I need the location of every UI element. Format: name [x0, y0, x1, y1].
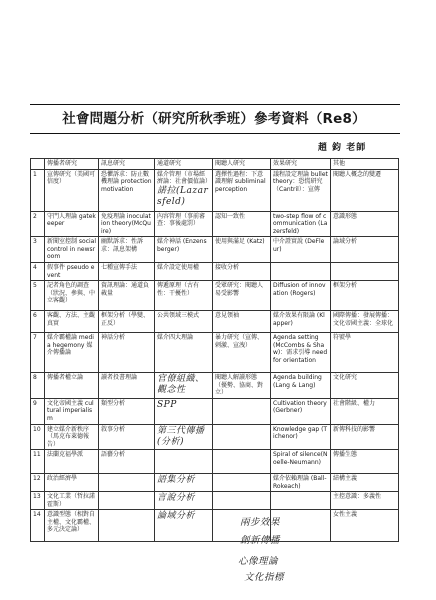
- cell-text: 內容管理（事前審查：事後處罰）: [157, 212, 206, 227]
- table-row: [31, 311, 399, 333]
- table-cell: [213, 237, 271, 263]
- cell-text: 女性主義: [333, 511, 358, 518]
- table-cell: [99, 424, 155, 450]
- table-cell: [213, 450, 271, 474]
- cell-text: 12: [33, 475, 41, 482]
- cell-text: 假事件 pseudo event: [47, 264, 95, 279]
- table-cell: [271, 424, 331, 450]
- table-cell: [213, 474, 271, 492]
- table-cell: [45, 510, 99, 542]
- table-cell: [99, 398, 155, 424]
- table-row: [31, 169, 399, 211]
- table-cell: [45, 474, 99, 492]
- handwritten-note: 創新傳播: [240, 535, 281, 546]
- cell-text: 敘事分析: [101, 425, 126, 433]
- cell-text: 神話分析: [101, 334, 126, 341]
- table-cell: [45, 398, 99, 424]
- table-cell: [213, 424, 271, 450]
- header-cell: 通道研究: [155, 159, 213, 170]
- table-cell: [155, 424, 213, 450]
- cell-text: 10: [33, 425, 41, 433]
- cell-text: 框架分析: [333, 282, 358, 289]
- cell-text: 3: [33, 238, 37, 245]
- cell-text: 文化工業（哲拉諾霍斯）: [47, 493, 96, 508]
- table-cell: [45, 169, 99, 211]
- handwritten-note: 心像理論: [238, 556, 279, 567]
- table-cell: [155, 450, 213, 474]
- cell-text: 13: [33, 493, 41, 500]
- cell-text: 讀者投書理論: [101, 374, 138, 381]
- cell-text: 7: [33, 334, 37, 341]
- cell-text: 1: [33, 170, 37, 178]
- table-cell: [271, 450, 331, 474]
- table-cell: [99, 237, 155, 263]
- table-cell: [45, 424, 99, 450]
- table-cell: [45, 311, 99, 333]
- cell-text: 11: [33, 451, 41, 458]
- table-cell: [331, 492, 399, 510]
- header-cell: 其他: [331, 159, 399, 170]
- reference-table: [30, 158, 399, 542]
- table-cell: [99, 263, 155, 281]
- table-cell: [271, 263, 331, 281]
- table-cell: [331, 424, 399, 450]
- table-cell: [45, 281, 99, 311]
- table-cell: [45, 373, 99, 399]
- cell-text: 媒介依賴理論 (Ball-Rokeach): [273, 475, 327, 490]
- table-cell: [331, 373, 399, 399]
- cell-text: 宣傳研究（美國可信度）: [47, 170, 96, 185]
- table-cell: [271, 281, 331, 311]
- cell-text: 結構主義: [333, 475, 358, 482]
- cell-text: 媒介神話 (Enzensberger): [157, 238, 207, 253]
- table-cell: [99, 510, 155, 542]
- row-number-cell: [31, 311, 45, 333]
- cell-text: 意見領袖: [215, 312, 240, 319]
- table-cell: [155, 263, 213, 281]
- header-cell: 訊息研究: [99, 159, 155, 170]
- cell-text: 客觀、方法、主觀真實: [47, 312, 96, 327]
- table-cell: [331, 263, 399, 281]
- table-cell: [271, 237, 331, 263]
- cell-text: 受眾研究：閱聽人易受影響: [215, 282, 264, 297]
- table-row: [31, 492, 399, 510]
- cell-text: 資訊理論：通道負載量: [101, 282, 150, 297]
- cell-text: 記者角色的調查（狀況、參與、中立客觀）: [47, 282, 96, 304]
- table-row: [31, 333, 399, 373]
- table-cell: [213, 333, 271, 373]
- document-title: 社會問題分析（研究所秋季班）參考資料（Re8）: [62, 111, 366, 127]
- row-number-cell: [31, 492, 45, 510]
- table-cell: [45, 450, 99, 474]
- table-row: [31, 450, 399, 474]
- table-cell: [45, 211, 99, 237]
- cell-text: 類型分析: [101, 399, 126, 407]
- cell-text: 認知一致性: [215, 212, 246, 220]
- table-cell: [45, 263, 99, 281]
- cell-text: 媒介四大理論: [157, 334, 194, 341]
- table-cell: [99, 373, 155, 399]
- author-name: 趙 鈞 老師: [318, 143, 367, 153]
- row-number-cell: [31, 398, 45, 424]
- cell-text: Spiral of silence(Noelle-Neumann): [273, 451, 328, 466]
- cell-text: 4: [33, 264, 37, 271]
- table-cell: [99, 169, 155, 211]
- row-number-cell: [31, 333, 45, 373]
- handwritten-note: 論域分析: [157, 511, 196, 521]
- table-cell: [45, 333, 99, 373]
- header-cell: 閱聽人研究: [213, 159, 271, 170]
- table-header-row: [31, 159, 399, 170]
- row-number-cell: [31, 237, 45, 263]
- cell-text: 選擇性過程：下意識理解 subliminal perception: [215, 170, 266, 193]
- cell-text: 傳播者權立論: [47, 374, 84, 381]
- cell-text: 暴力研究（宣傳、刺激、宣洩）: [215, 334, 264, 349]
- table-cell: [155, 311, 213, 333]
- cell-text: 幽默訴求：性訴求：訊息架構: [101, 238, 144, 253]
- cell-text: 建立媒介新秩序（馬克布萊德報告）: [47, 425, 90, 448]
- table-cell: [155, 398, 213, 424]
- cell-text: 媒介設定使用權: [157, 264, 200, 271]
- cell-text: 免疫理論 inoculation theory(McQuire): [101, 212, 151, 235]
- table-cell: [213, 263, 271, 281]
- row-number-cell: [31, 450, 45, 474]
- table-cell: [45, 492, 99, 510]
- handwritten-note: SPP: [157, 399, 177, 410]
- cell-text: 9: [33, 399, 37, 407]
- cell-text: 符號學: [333, 334, 352, 341]
- table-cell: [271, 333, 331, 373]
- row-number-cell: [31, 510, 45, 542]
- cell-text: 政治經濟學: [47, 475, 78, 482]
- table-row: [31, 474, 399, 492]
- table-cell: [155, 510, 213, 542]
- table-cell: [155, 373, 213, 399]
- cell-text: 社會階級、權力: [333, 399, 376, 407]
- table-cell: [213, 492, 271, 510]
- table-cell: [99, 281, 155, 311]
- cell-text: 新傳科技的影響: [333, 425, 376, 433]
- table-cell: [331, 169, 399, 211]
- cell-text: 文化研究: [333, 374, 358, 381]
- handwritten-note: 官僚組織、觀念性: [157, 374, 205, 396]
- header-cell: [31, 159, 45, 170]
- cell-text: two-step flow of communication (Lazersfeld): [273, 212, 328, 235]
- cell-text: 媒介霸權論 media hegemony 媒介傳播論: [47, 334, 94, 356]
- cell-text: 傳播生態: [333, 451, 358, 458]
- table-row: [31, 424, 399, 450]
- cell-text: 意識型態（相對自主權、文化霸權、多元決定論）: [47, 511, 96, 533]
- cell-text: 媒介效果有限論 (Klapper): [273, 312, 325, 327]
- table-cell: [213, 281, 271, 311]
- handwritten-note: 第三代傳播(分析): [157, 425, 205, 447]
- table-cell: [331, 398, 399, 424]
- table-cell: [99, 333, 155, 373]
- cell-text: 議程設定理論 bullet theory：恐慌研究（Cantril）：宣傳: [273, 170, 328, 193]
- table-cell: [155, 237, 213, 263]
- cell-text: 接收分析: [215, 264, 240, 271]
- table-cell: [271, 373, 331, 399]
- table-cell: [155, 211, 213, 237]
- cell-text: 閱聽人解讀形態（優勢、協商、對立）: [215, 374, 264, 396]
- cell-text: 七種宣傳手法: [101, 264, 138, 271]
- table-cell: [271, 311, 331, 333]
- cell-text: Diffusion of innovation (Rogers): [273, 282, 326, 297]
- table-cell: [331, 510, 399, 542]
- cell-text: 傳遞原理（古有性：干擾性）: [157, 282, 200, 297]
- table-cell: [271, 211, 331, 237]
- table-cell: [213, 398, 271, 424]
- cell-text: 語藝分析: [101, 451, 126, 458]
- table-row: [31, 510, 399, 542]
- cell-text: Agenda building (Lang & Lang): [273, 374, 322, 389]
- cell-text: Agenda setting (McCombs & Shaw)：需求引導 need for orientation: [273, 334, 328, 364]
- cell-text: 使用與滿足 (Katz): [215, 238, 265, 245]
- table-cell: [155, 333, 213, 373]
- row-number-cell: [31, 211, 45, 237]
- header-cell: 效果研究: [271, 159, 331, 170]
- table-row: [31, 398, 399, 424]
- cell-text: 6: [33, 312, 37, 319]
- table-cell: [331, 450, 399, 474]
- handwritten-note: 兩步效果: [240, 517, 281, 528]
- table-row: [31, 281, 399, 311]
- cell-text: 5: [33, 282, 37, 289]
- row-number-cell: [31, 424, 45, 450]
- table-cell: [155, 169, 213, 211]
- cell-text: Knowledge gap (Tichenor): [273, 425, 328, 440]
- cell-text: 媒介管理（市場經濟論：社會價值論）: [157, 170, 212, 185]
- cell-text: 法蘭克福學派: [47, 451, 84, 458]
- table-cell: [213, 311, 271, 333]
- title-top-rule: [30, 104, 400, 105]
- table-cell: [155, 474, 213, 492]
- table-cell: [271, 492, 331, 510]
- cell-text: 中介證實說 (DeFleur): [273, 238, 325, 253]
- table-cell: [331, 333, 399, 373]
- cell-text: 國際傳播：發展傳播：文化帝國主義：全球化: [333, 312, 394, 327]
- table-cell: [271, 474, 331, 492]
- cell-text: 框架分析（學變、正反）: [101, 312, 150, 327]
- table-cell: [331, 311, 399, 333]
- row-number-cell: [31, 474, 45, 492]
- cell-text: Cultivation theory (Gerbner): [273, 399, 327, 414]
- handwritten-note: 諾拉(Lazarsfeld): [157, 185, 209, 207]
- handwritten-note: 言說分析: [157, 493, 196, 503]
- cell-text: 新聞室控制 social control in newsroom: [47, 238, 97, 260]
- table-cell: [213, 373, 271, 399]
- cell-text: 2: [33, 212, 37, 220]
- handwritten-note: 語集分析: [157, 475, 196, 485]
- table-cell: [331, 237, 399, 263]
- table-row: [31, 211, 399, 237]
- row-number-cell: [31, 263, 45, 281]
- cell-text: 14: [33, 511, 41, 518]
- table-cell: [155, 492, 213, 510]
- cell-text: 論域分析: [333, 238, 358, 245]
- cell-text: 文化帝國主義 cultural imperialism: [47, 399, 94, 422]
- handwritten-note: 文化指標: [244, 572, 285, 583]
- table-cell: [213, 211, 271, 237]
- row-number-cell: [31, 169, 45, 211]
- table-cell: [99, 474, 155, 492]
- cell-text: 主控意識：多義性: [333, 493, 382, 500]
- table-cell: [99, 450, 155, 474]
- table-cell: [213, 169, 271, 211]
- row-number-cell: [31, 373, 45, 399]
- table-cell: [99, 211, 155, 237]
- table-cell: [271, 169, 331, 211]
- title-bottom-rule: [30, 133, 400, 134]
- cell-text: 閱聽人概念的變遷: [333, 170, 382, 178]
- table-cell: [271, 398, 331, 424]
- row-number-cell: [31, 281, 45, 311]
- table-cell: [331, 474, 399, 492]
- table-cell: [99, 492, 155, 510]
- table-cell: [331, 281, 399, 311]
- cell-text: 守門人理論 gatekeeper: [47, 212, 96, 227]
- table-row: [31, 373, 399, 399]
- table-cell: [99, 311, 155, 333]
- table-cell: [331, 211, 399, 237]
- cell-text: 恐懼訴求：防止數機理論 protection motivation: [101, 170, 152, 193]
- cell-text: 意識形態: [333, 212, 358, 220]
- table-cell: [155, 281, 213, 311]
- table-row: [31, 263, 399, 281]
- header-cell: 傳播者研究: [45, 159, 99, 170]
- cell-text: 8: [33, 374, 37, 381]
- cell-text: 公共領域三模式: [157, 312, 200, 319]
- table-row: [31, 237, 399, 263]
- table-cell: [45, 237, 99, 263]
